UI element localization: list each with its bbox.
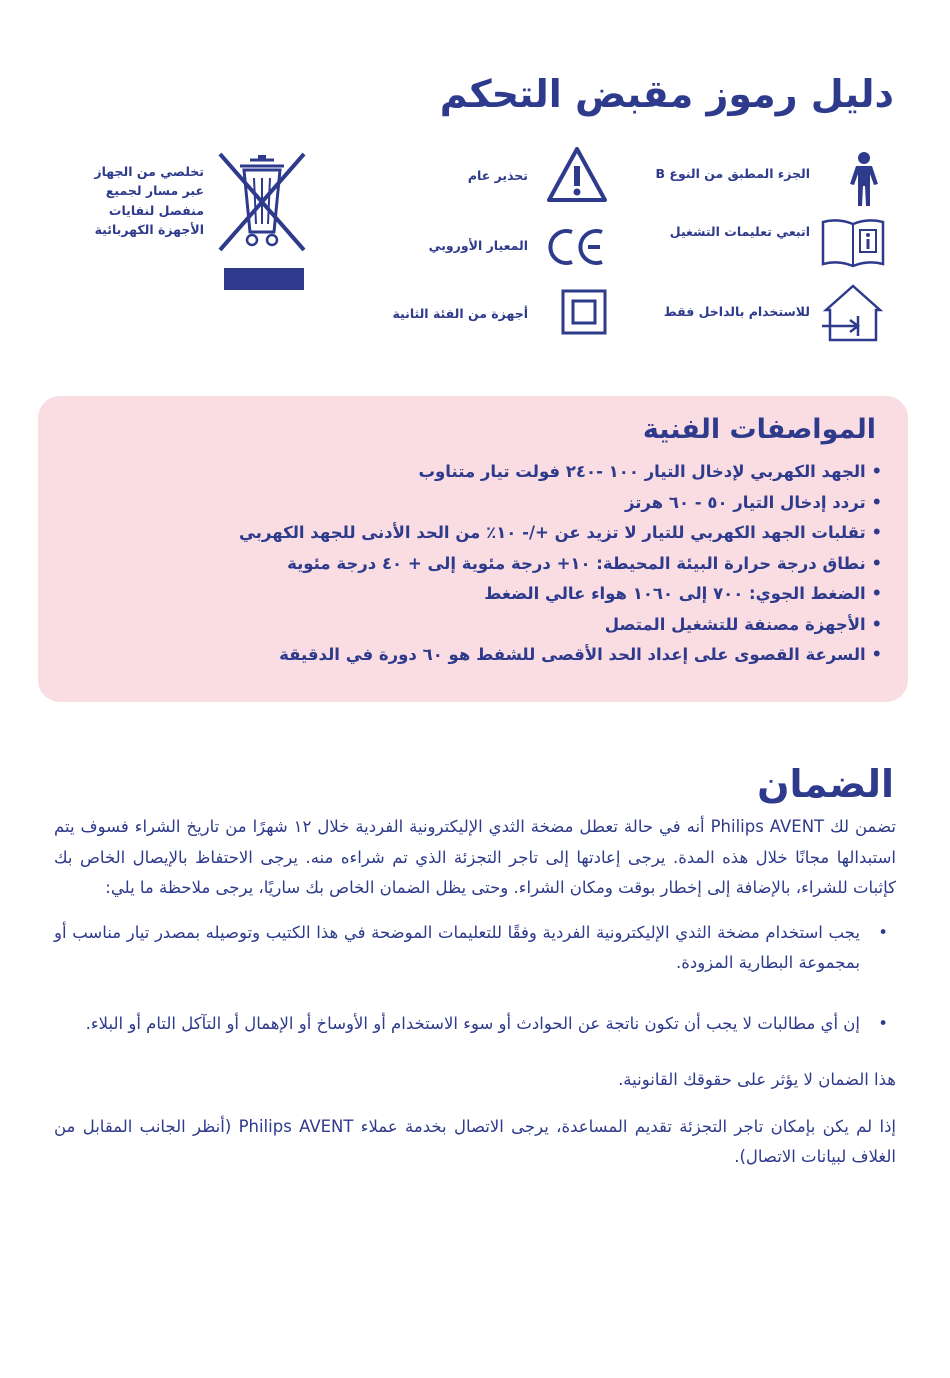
indoor-label: للاستخدام بالداخل فقط xyxy=(663,304,810,319)
instructions-label: اتبعي تعليمات التشغيل xyxy=(669,224,810,239)
weee-bar xyxy=(224,268,304,290)
warranty-condition: • يجب استخدام مضخة الثدي الإليكترونية الفردية وفقًا للتعليمات الموضحة في هذا الكتيب وتوصيله بمصدر تيار مناسب أو بمجموعة البطارية المزودة. xyxy=(54,918,896,979)
caution-label: تحذير عام xyxy=(467,168,528,183)
ce-mark-icon xyxy=(546,226,608,268)
warranty-condition: • إن أي مطالبات لا يجب أن تكون ناتجة عن الحوادث أو سوء الاستخدام أو الأوساخ أو الإهمال أو التآكل التام أو البلاء. xyxy=(54,1009,896,1040)
instructions-book-icon xyxy=(820,216,886,268)
symbols-panel xyxy=(48,140,900,350)
spec-item: • نطاق درجة حرارة البيئة المحيطة: ١٠+ درجة مئوية إلى + ٤٠ درجة مئوية xyxy=(64,549,882,580)
warranty-title: الضمان xyxy=(757,762,894,806)
spec-item: • الضغط الجوي: ٧٠٠ إلى ١٠٦٠ هواء عالي الضغط xyxy=(64,579,882,610)
spec-item: • الأجهزة مصنفة للتشغيل المتصل xyxy=(64,610,882,641)
warranty-contact: إذا لم يكن بإمكان تاجر التجزئة تقديم المساعدة، يرجى الاتصال بخدمة عملاء Philips AVENT (أنظر الجانب المقابل من الغلاف لبيانات الاتصال). xyxy=(54,1116,896,1166)
type-b-person-icon xyxy=(834,150,894,208)
warranty-text xyxy=(54,812,896,1173)
symbols-title: دليل رموز مقبض التحكم xyxy=(439,72,894,116)
warranty-conditions xyxy=(54,918,896,1040)
spec-item: • تردد إدخال التيار ٥٠ - ٦٠ هرتز xyxy=(64,488,882,519)
weee-crossed-bin-icon xyxy=(212,150,312,254)
weee-label: تخلصي من الجهاز عبر مسار لجميع منفصل لنفايات الأجهزة الكهربائية xyxy=(94,164,204,238)
brand-name: Philips AVENT xyxy=(710,817,825,836)
indoor-house-icon xyxy=(820,282,886,344)
class-ii-label: أجهزة من الفئة الثانية xyxy=(392,306,528,321)
caution-triangle-icon xyxy=(546,146,608,204)
brand-name: Philips AVENT xyxy=(238,1116,354,1136)
specs-box xyxy=(38,396,908,702)
specs-list xyxy=(64,457,882,671)
spec-item: • تقلبات الجهد الكهربي للتيار لا تزيد عن +/- ١٠٪ من الحد الأدنى للجهد الكهربي xyxy=(64,518,882,549)
class-ii-double-square-icon xyxy=(560,288,608,336)
warranty-rights: هذا الضمان لا يؤثر على حقوقك القانونية. xyxy=(618,1070,896,1089)
specs-title: المواصفات الفنية xyxy=(642,414,876,445)
spec-item: • الجهد الكهربي لإدخال التيار ١٠٠ -٢٤٠ فولت تيار متناوب xyxy=(64,457,882,488)
type-b-label: الجزء المطبق من النوع B xyxy=(655,166,810,181)
spec-item: • السرعة القصوى على إعداد الحد الأقصى للشفط هو ٦٠ دورة في الدقيقة xyxy=(64,640,882,671)
ce-label: المعيار الأوروبي xyxy=(428,238,528,253)
warranty-intro: تضمن لك Philips AVENT أنه في حالة تعطل مضخة الثدي الإليكترونية الفردية خلال ١٢ شهرًا من تاريخ الشراء فسوف يتم استبدالها مجانًا خلال هذه المدة. يرجى إعادتها إلى تاجر التجزئة الذي تم شراءه منه. يرجى الاحتفاظ بالإيصال الخاص بك كإثبات للشراء، بالإضافة إلى إخطار بوقت ومكان الشراء. وحتى يظل الضمان الخاص بك ساريًا، يرجى ملاحظة ما يلي: xyxy=(54,817,896,897)
